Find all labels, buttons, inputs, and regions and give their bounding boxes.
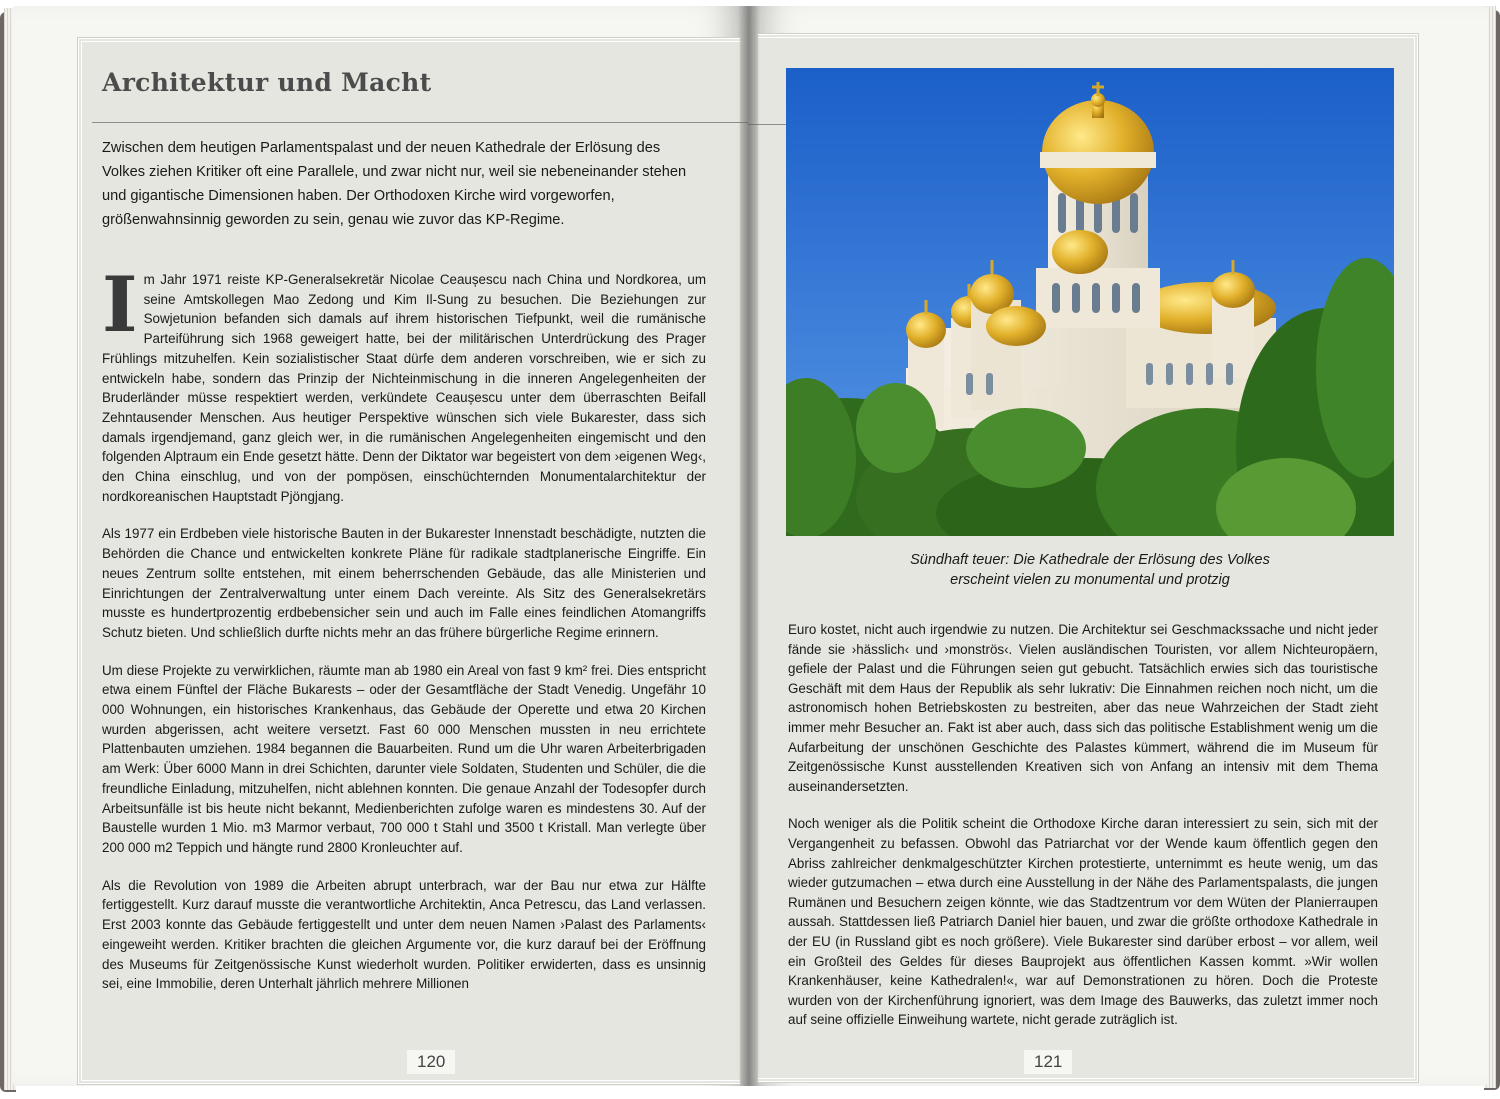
drop-cap: I <box>102 260 138 349</box>
right-page <box>748 6 1488 1086</box>
left-body-text <box>102 260 706 1012</box>
page-number-right: 121 <box>1024 1050 1072 1074</box>
caption-line-2: erscheint vielen zu monumental und protzig <box>950 572 1230 588</box>
body-paragraph: Im Jahr 1971 reiste KP-Generalsekretär Nicolae Ceaușescu nach China und Nordkorea, um seine Amtskollegen Mao Zedong und Kim Il-Sung zu besuchen. Die Beziehungen zur Sowjetunion befanden sich damals auf ihrem historischen Tiefpunkt, weil die rumänische Parteiführung sich 1968 geweigert hatte, bei der militärischen Unterdrückung des Prager Frühlings mitzuhelfen. Kein sozialistischer Staat dürfe dem anderen vorschreiben, wie er sich zu entwickeln habe, sondern das Prinzip der Nichteinmischung in die inneren Angelegenheiten der Bruderländer müsse respektiert werden, verkündete Ceaușescu unter dem überraschten Beifall Zehntausender Menschen. Aus heutiger Perspektive wünschen sich viele Bukarester, dass sich damals irgendjemand, ganz gleich wer, in die rumänischen Angelegenheiten eingemischt und den folgenden Alptraum ein Ende gesetzt hätte. Denn der Diktator war begeistert von dem ›eigenen Weg‹, den China einschlug, und von der pompösen, einschüchternden Monumentalarchitektur der nordkoreanischen Hauptstadt Pjöngjang. <box>102 260 706 504</box>
body-paragraph: Um diese Projekte zu verwirklichen, räumte man ab 1980 ein Areal von fast 9 km² frei. Dies entspricht etwa einem Fünftel der Fläche Bukarests – oder der Gesamtfläche der Stadt Venedig. Ungefähr 10 000 Wohnungen, ein historisches Krankenhaus, das Gebäude der Operette und etwa 20 Kirchen wurden abgerissen, acht weitere versetzt. Fast 60 000 Menschen mussten in neu errichtete Plattenbauten umziehen. 1984 begannen die Bauarbeiten. Rund um die Uhr waren Arbeiterbrigaden am Werk: Über 6000 Mann in drei Schichten, darunter viele Soldaten, Studenten und Schüler, die die freundliche Einladung, mitzuhelfen, nicht ablehnen konnten. Die genaue Anzahl der Todesopfer durch Arbeitsunfälle ist bis heute nicht bekannt, Medienberichten zufolge waren es mindestens 30. Auf der Baustelle wurden 1 Mio. m3 Marmor verbaut, 700 000 t Stahl und 3500 t Kristall. Man verlegte über 200 000 m2 Teppich und hängte rund 2800 Kronleuchter auf. <box>102 662 706 855</box>
chapter-heading: Architektur und Macht <box>102 68 432 97</box>
body-paragraph: Noch weniger als die Politik scheint die Orthodoxe Kirche daran interessiert zu sein, sich mit der Vergangenheit zu befassen. Obwohl das Patriarchat vor der Wende kaum öffentlich gegen den Abriss zahlreicher denkmalgeschützter Kirchen protestierte, unternimmt es heute wenig, um das wieder gutzumachen – etwa durch eine Ausstellung in der Nähe des Parlamentspalasts, die jungen Rumänen und Besuchern zeigen könnte, wie das Stadtzentrum vor dem Wüten der Planierraupen aussah. Stattdessen ließ Patriarch Daniel hier bauen, und zwar die größte orthodoxe Kathedrale in der EU (in Russland gibt es noch größere). Viele Bukarester sind darüber erbost – vor allem, weil ein Großteil des Geldes für dieses Bauprojekt aus öffentlichen Kassen kommt. »Wir wollen Krankenhäuser, keine Kathedralen!«, war auf Demonstrationen zu hören. Doch die Proteste wurden von der Kirchenführung ignoriert, was dem Image des Bauwerks, das zuletzt immer noch auf seine offizielle Einweihung wartete, nicht gerade zuträglich ist. <box>788 816 1378 1028</box>
photo-caption <box>788 550 1392 590</box>
body-paragraph: Euro kostet, nicht auch irgendwie zu nutzen. Die Architektur sei Geschmackssache und nicht jeder fände sie ›hässlich‹ und ›monströs‹. Vielen ausländischen Touristen, vor allem Nichteuropäern, gefiele der Palast und die Führungen seien gut gebucht. Tatsächlich erwies sich das touristische Geschäft mit dem Haus der Republik als sehr lukrativ: Die Einnahmen reichen noch nicht, um die astronomisch hohen Betriebskosten zu bestreiten, aber das neue Wahrzeichen der Stadt zieht immer mehr Besucher an. Fakt ist aber auch, dass sich das politische Establishment wenig um die Aufarbeitung der unschönen Geschichte des Palastes kümmert, während die im Museum für Zeitgenössische Kunst ausstellenden Kreativen sich von Anfang an intensiv mit dem Thema auseinandersetzten. <box>788 622 1378 794</box>
book-gutter-shadow <box>738 6 760 1086</box>
caption-line-1: Sündhaft teuer: Die Kathedrale der Erlösung des Volkes <box>910 552 1270 568</box>
intro-paragraph: Zwischen dem heutigen Parlamentspalast und der neuen Kathedrale der Erlösung des Volkes ziehen Kritiker oft eine Parallele, und zwar nicht nur, weil sie nebeneinander stehen und gigantische Dimensionen haben. Der Orthodoxen Kirche wird vorgeworfen, größenwahnsinnig geworden zu sein, genau wie zuvor das KP-Regime. <box>102 140 687 228</box>
body-paragraph: Als die Revolution von 1989 die Arbeiten abrupt unterbrach, war der Bau nur etwa zur Hälfte fertiggestellt. Kurz darauf musste die verantwortliche Architektin, Anca Petrescu, das Land verlassen. Erst 2003 konnte das Gebäude fertiggestellt und unter dem neuen Namen ›Palast des Parlaments‹ eingeweiht werden. Kritiker brachten die gleichen Argumente vor, die kurz darauf bei der Eröffnung des Museums für Zeitgenössische Kunst wiederholt wurden. Politiker erwiderten, dass es unsinnig sei, eine Immobilie, deren Unterhalt jährlich mehrere Millionen <box>102 877 706 992</box>
cathedral-photo <box>786 68 1394 536</box>
heading-rule <box>92 122 748 123</box>
page-number-left: 120 <box>407 1050 455 1074</box>
right-body-text <box>788 620 1378 1048</box>
body-paragraph: Als 1977 ein Erdbeben viele historische Bauten in der Bukarester Innenstadt beschädigte, nutzten die Behörden die Chance und entwickelten konkrete Pläne für radikale stadtplanerische Eingriffe. Ein neues Zentrum sollte entstehen, mit einem beherrschenden Gebäude, das alle Ministerien und Einrichtungen der Zentralverwaltung unter einem Dach vereinte. Als Sitz des Generalsekretärs musste es hundertprozentig erdbebensicher sein und auch im Falle eines feindlichen Atomangriffs Schutz bieten. Und schließlich durfte nichts mehr an das frühere bürgerliche Regime erinnern. <box>102 526 706 640</box>
left-page <box>12 6 748 1086</box>
